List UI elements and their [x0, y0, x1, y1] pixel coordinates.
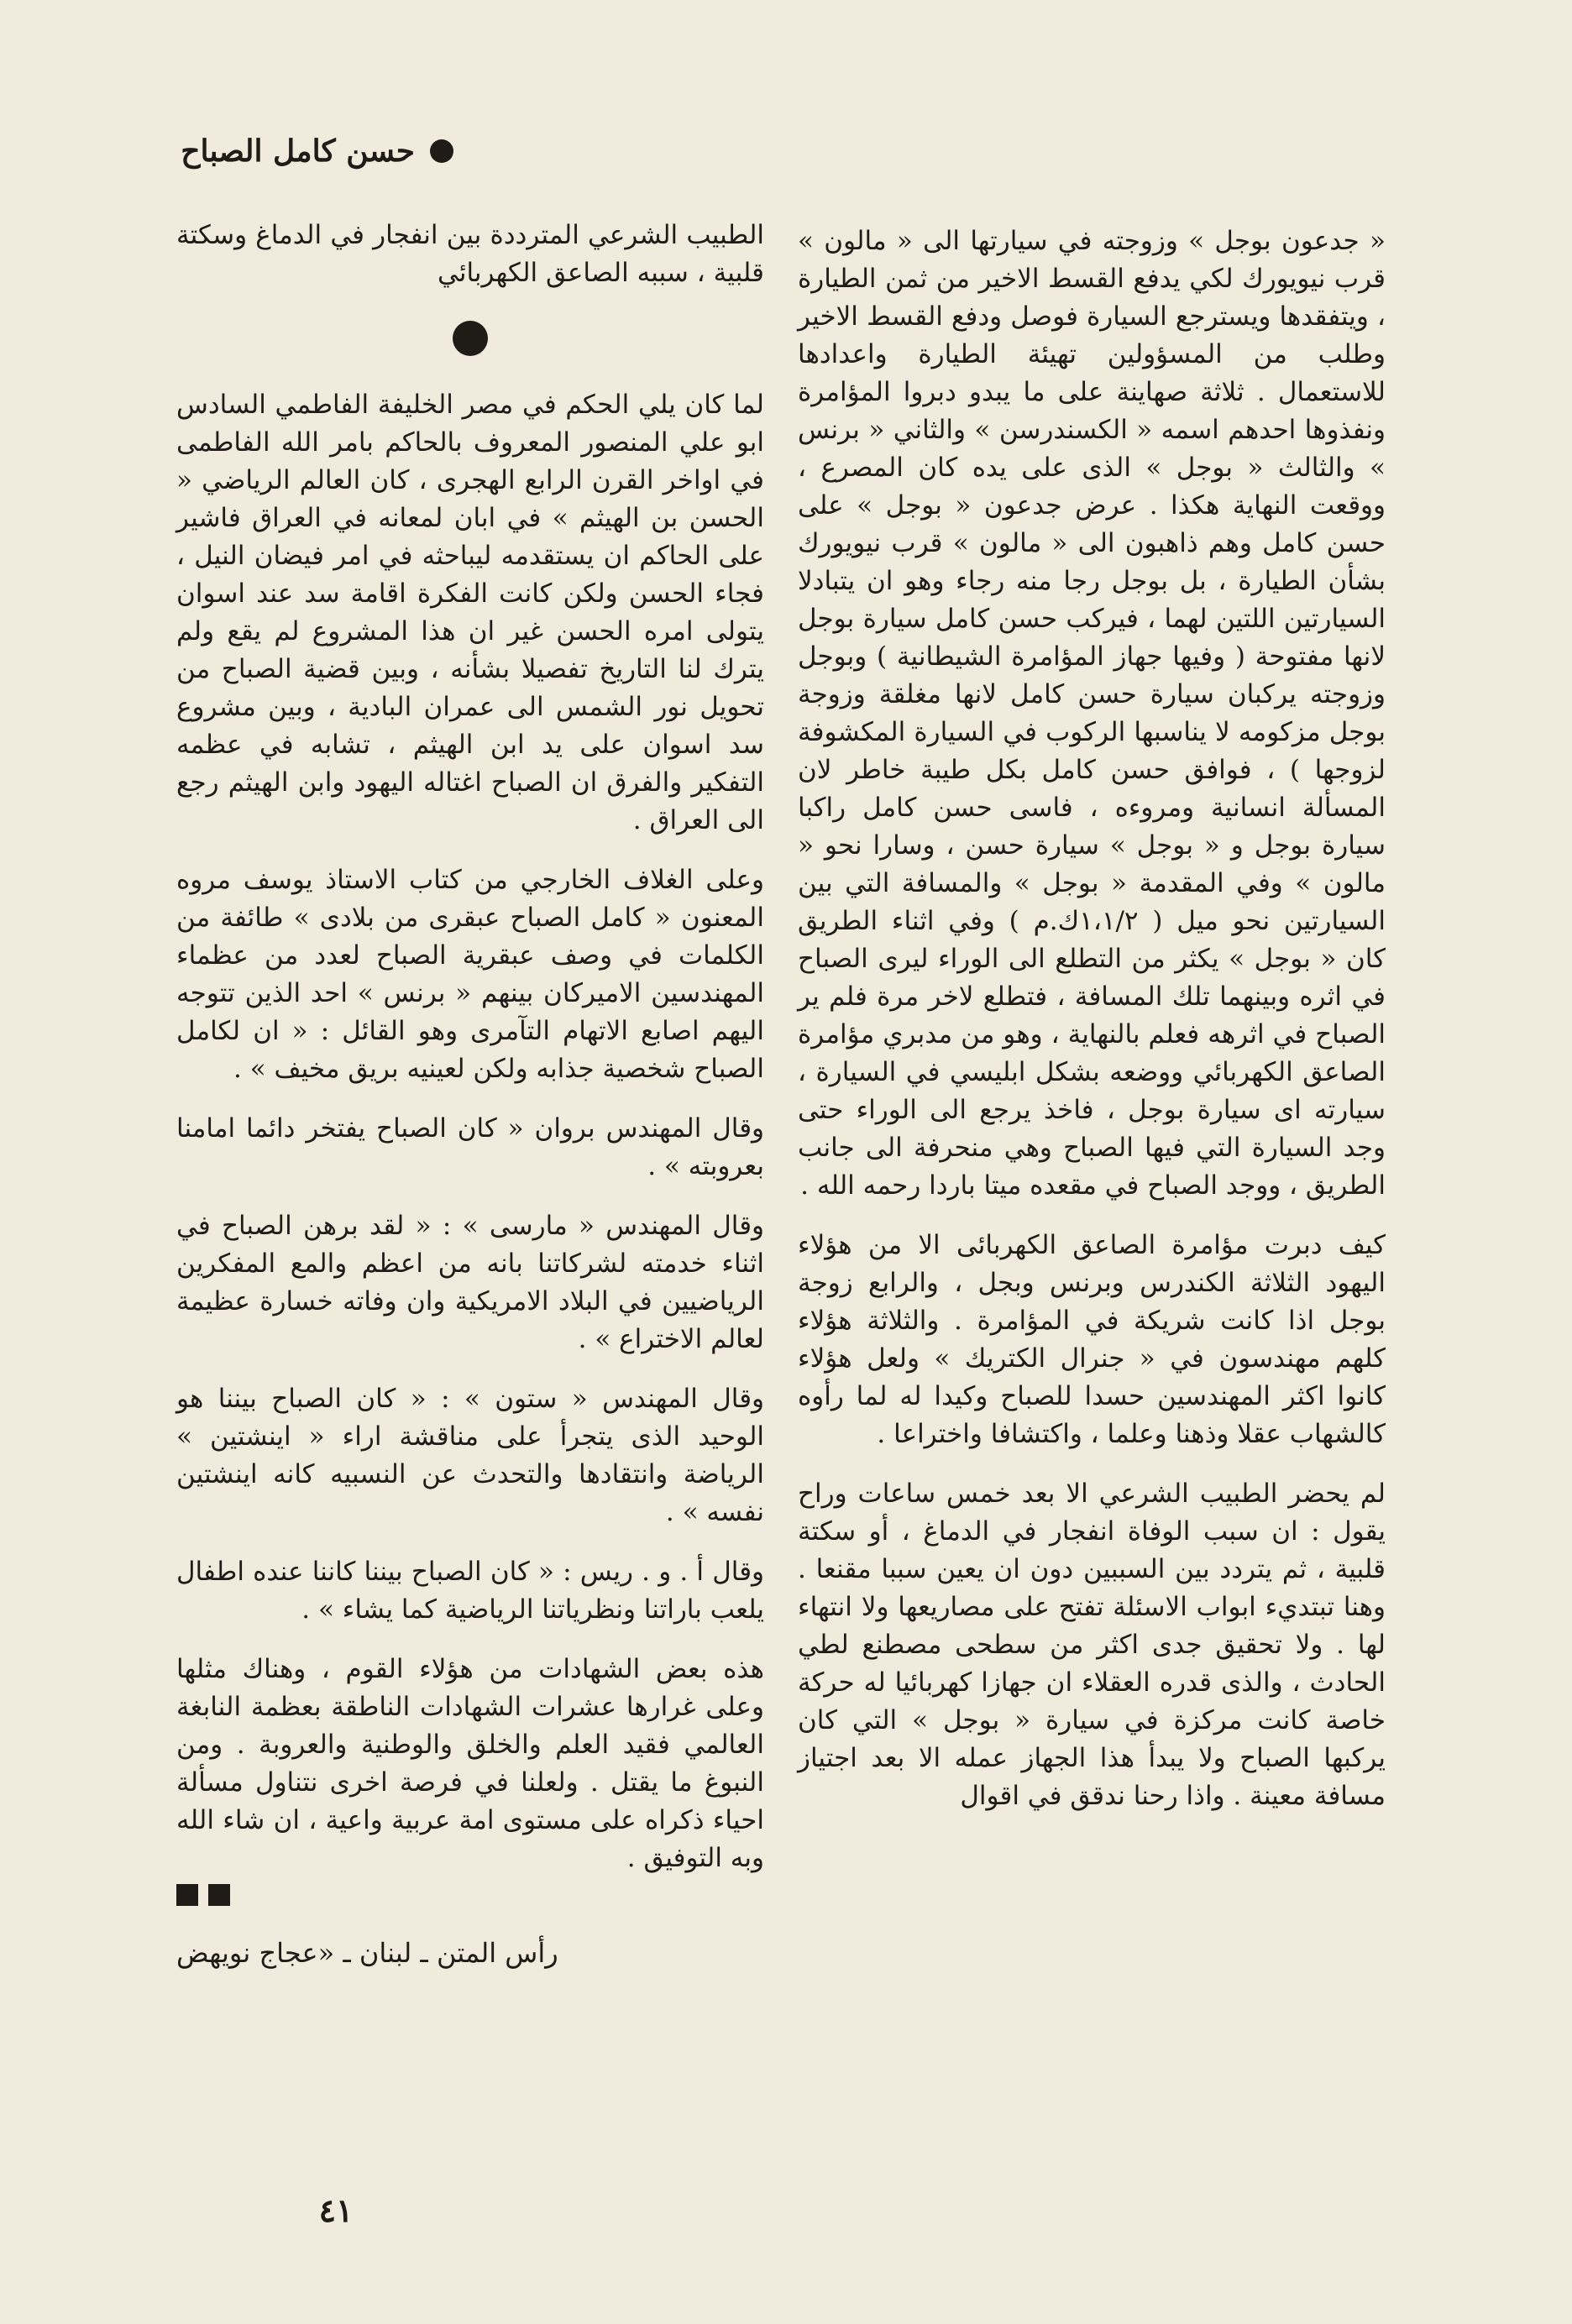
- left-paragraph-1: لما كان يلي الحكم في مصر الخليفة الفاطمي السادس ابو علي المنصور المعروف بالحاكم بامر الله الفاطمى في اواخر القرن الرابع الهجرى ، كان العالم الرياضي « الحسن بن الهيثم » في ابان لمعانه في العراق فاشير على الحاكم ان يستقدمه ليباحثه في امر فيضان النيل ، فجاء الحسن ولكن كانت الفكرة اقامة سد عند اسوان يتولى امره الحسن غير ان هذا المشروع لم يقع ولم يترك لنا التاريخ تفصيلا بشأنه ، وبين قضية الصباح من تحويل نور الشمس الى عمران البادية ، وبين مشروع سد اسوان على يد ابن الهيثم ، تشابه في عظمه التفكير والفرق ان الصباح اغتاله اليهود وابن الهيثم رجع الى العراق .: [176, 390, 764, 835]
- left-paragraph-4: وقال المهندس « مارسى » : « لقد برهن الصباح في اثناء خدمته لشركاتنا بانه من اعظم والمع المفكرين الرياضيين في البلاد الامريكية وان وفاته خسارة عظيمة لعالم الاختراع » .: [176, 1211, 764, 1354]
- end-square-icon: [176, 1884, 198, 1906]
- section-separator-dot: [453, 321, 488, 356]
- author-name: حسن كامل الصباح: [181, 133, 415, 169]
- header-bullet-icon: [430, 139, 453, 163]
- page-header: [160, 126, 453, 176]
- left-paragraph-2: وعلى الغلاف الخارجي من كتاب الاستاذ يوسف مروه المعنون « كامل الصباح عبقرى من بلادى » طائفة من الكلمات في وصف عبقرية الصباح لعدد من عظماء المهندسين الاميركان بينهم « برنس » احد الذين تتوجه اليهم اصابع الاتهام التآمرى وهو القائل : « ان لكامل الصباح شخصية جذابه ولكن لعينيه بريق مخيف » .: [176, 865, 764, 1084]
- left-paragraph-6: وقال أ . و . ريس : « كان الصباح بيننا كاننا عنده اطفال يلعب باراتنا ونظرياتنا الرياضية كما يشاء » .: [176, 1557, 764, 1625]
- article-byline: رأس المتن ـ لبنان ـ «عجاج نويهض: [176, 1937, 558, 1969]
- end-square-icon: [208, 1884, 230, 1906]
- right-paragraph-1: « جدعون بوجل » وزوجته في سيارتها الى « مالون » قرب نيويورك لكي يدفع القسط الاخير من ثمن الطيارة ، ويتفقدها ويسترجع السيارة فوصل ودفع القسط الاخير وطلب من المسؤولين تهيئة الطيارة واعدادها للاستعمال . ثلاثة صهاينة على ما يبدو دبروا المؤامرة ونفذوها احدهم اسمه « الكسندرسن » والثاني « برنس » والثالث « بوجل » الذى على يده كان المصرع ، ووقعت النهاية هكذا . عرض جدعون « بوجل » على حسن كامل وهم ذاهبون الى « مالون » قرب نيويورك بشأن الطيارة ، بل بوجل رجا منه رجاء وهو ان يتبادلا السيارتين اللتين لهما ، فيركب حسن كامل سيارة بوجل لانها مفتوحة ( وفيها جهاز المؤامرة الشيطانية ) وبوجل وزوجته يركبان سيارة حسن كامل لانها مغلقة وزوجة بوجل مزكومه لا يناسبها الركوب في السيارة المكشوفة لزوجها ) ، فوافق حسن كامل بكل طيبة خاطر لان المسألة انسانية ومروءه ، فاسى حسن كامل راكبا سيارة بوجل و « بوجل » سيارة حسن ، وسارا نحو « مالون » وفي المقدمة « بوجل » والمسافة التي بين السيارتين نحو ميل ( ١،١/٢ك.م ) وفي اثناء الطريق كان « بوجل » يكثر من التطلع الى الوراء ليرى الصباح في اثره وبينهما تلك المسافة ، فتطلع لاخر مرة فلم ير الصباح في اثرهه فعلم بالنهاية ، وهو من مدبري مؤامرة الصاعق الكهربائي ووضعه بشكل ابليسي في السيارة ، سيارته اى سيارة بوجل ، فاخذ يرجع الى الوراء حتى وجد السيارة التي فيها الصباح وهي منحرفة الى جانب الطريق ، ووجد الصباح في مقعده ميتا باردا رحمه الله .: [798, 226, 1386, 1201]
- left-paragraph-7: هذه بعض الشهادات من هؤلاء القوم ، وهناك مثلها وعلى غرارها عشرات الشهادات الناطقة بعظمة النابغة العالمي فقيد العلم والخلق والوطنية والعروبة . ومن النبوغ ما يقتل . ولعلنا في فرصة اخرى نتناول مسألة احياء ذكراه على مستوى امة عربية واعية ، ان شاء الله وبه التوفيق .: [176, 1654, 764, 1873]
- page-number: ٤١: [318, 2191, 354, 2229]
- left-column: [176, 217, 764, 1972]
- article-end-marks: [176, 1884, 764, 1906]
- right-column: [798, 222, 1386, 1837]
- left-paragraph-3: وقال المهندس بروان « كان الصباح يفتخر دائما امامنا بعروبته » .: [176, 1113, 764, 1181]
- right-paragraph-2: كيف دبرت مؤامرة الصاعق الكهربائى الا من هؤلاء اليهود الثلاثة الكندرس وبرنس وبجل ، والرابع زوجة بوجل اذا كانت شريكة في المؤامرة . والثلاثة هؤلاء كلهم مهندسون في « جنرال الكتريك » ولعل هؤلاء كانوا اكثر المهندسين حسدا للصباح وكيدا له لما رأوه كالشهاب عقلا وذهنا وعلما ، واكتشافا واختراعا .: [798, 1230, 1386, 1449]
- left-paragraph-5: وقال المهندس « ستون » : « كان الصباح بيننا هو الوحيد الذى يتجرأ على مناقشة اراء « اينشتين » الرياضة وانتقادها والتحدث عن النسبيه كانه اينشتين نفسه » .: [176, 1384, 764, 1527]
- right-paragraph-3: لم يحضر الطبيب الشرعي الا بعد خمس ساعات وراح يقول : ان سبب الوفاة انفجار في الدماغ ، أو سكتة قلبية ، ثم يتردد بين السببين دون ان يعين سببا مقنعا . وهنا تبتديء ابواب الاسئلة تفتح على مصاريعها ولا انتهاء لها . ولا تحقيق جدى اكثر من سطحى مصطنع لطي الحادث ، والذى قدره العقلاء ان جهازا كهربائيا له حركة خاصة كانت مركزة في سيارة « بوجل » التي كان يركبها الصباح ولا يبدأ هذا الجهاز عمله الا بعد اجتياز مسافة معينة . واذا رحنا ندقق في اقوال: [798, 1479, 1386, 1811]
- left-intro-paragraph: الطبيب الشرعي المترددة بين انفجار في الدماغ وسكتة قلبية ، سببه الصاعق الكهربائي: [176, 220, 764, 288]
